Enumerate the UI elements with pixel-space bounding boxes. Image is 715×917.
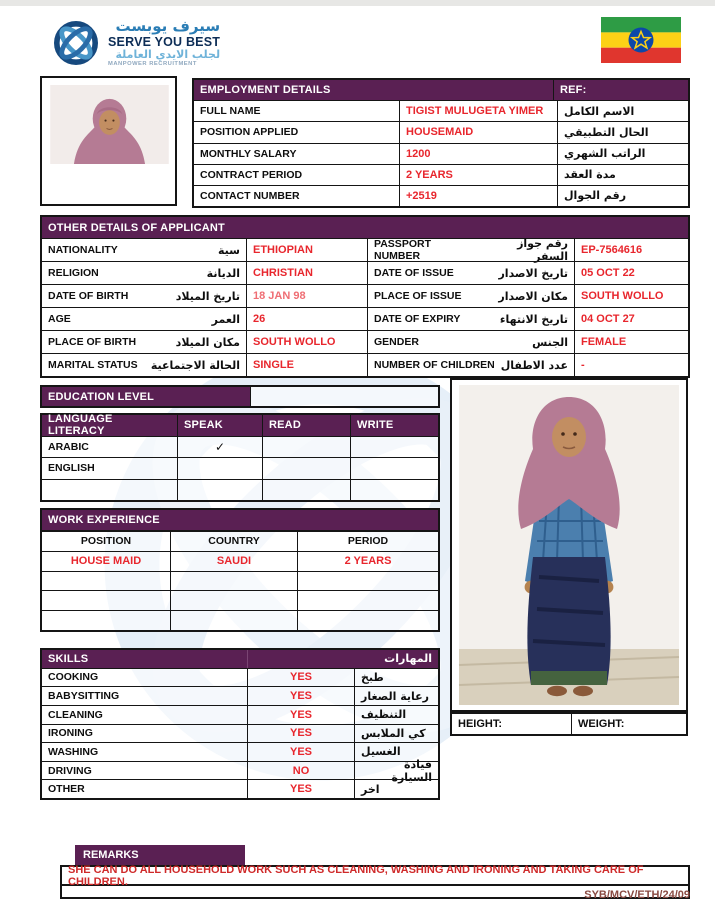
table-row — [42, 479, 438, 501]
children-value: - — [574, 354, 688, 376]
nationality-value: ETHIOPIAN — [246, 239, 367, 261]
position-applied-label: POSITION APPLIED — [200, 126, 299, 139]
age-value: 26 — [246, 308, 367, 330]
date-of-birth-value: 18 JAN 98 — [246, 285, 367, 307]
full-name-value: TIGIST MULUGETA YIMER — [399, 101, 557, 121]
table-row — [42, 590, 438, 610]
ref-label: REF: — [553, 80, 688, 100]
table-row — [42, 307, 688, 330]
monthly-salary-label: MONTHLY SALARY — [200, 147, 297, 160]
table-row — [42, 724, 438, 743]
monthly-salary-arabic: الراتب الشهري — [557, 144, 688, 164]
other-skill-label: OTHER — [48, 783, 85, 796]
contact-number-value: +2519 — [399, 186, 557, 206]
babysitting-value: YES — [247, 687, 354, 705]
place-of-birth-label: PLACE OF BIRTH — [48, 336, 137, 348]
empty-language-label — [42, 480, 177, 501]
gender-value: FEMALE — [574, 331, 688, 353]
table-row — [42, 238, 688, 261]
applicant-fullbody-image — [458, 385, 680, 705]
other-details-header: OTHER DETAILS OF APPLICANT — [42, 217, 688, 238]
english-speak-cell — [177, 458, 262, 479]
write-header: WRITE — [350, 415, 438, 436]
work-row-empty-cell — [297, 572, 438, 591]
education-level-header: EDUCATION LEVEL — [42, 387, 250, 406]
place-of-birth-arabic: مكان الميلاد — [175, 335, 240, 349]
arabic-speak-check: ✓ — [177, 437, 262, 458]
height-label: HEIGHT: — [458, 718, 502, 730]
marital-status-arabic: الحالة الاجتماعية — [150, 358, 240, 372]
contract-period-value: 2 YEARS — [399, 165, 557, 185]
washing-value: YES — [247, 743, 354, 761]
driving-label: DRIVING — [48, 764, 92, 777]
date-of-issue-arabic: تاريخ الاصدار — [498, 266, 568, 280]
table-row — [194, 164, 688, 185]
date-of-birth-arabic: تاريخ الميلاد — [175, 289, 240, 303]
work-row-empty-cell — [170, 572, 297, 591]
work-period-value: 2 YEARS — [297, 552, 438, 571]
weight-label: WEIGHT: — [571, 714, 686, 734]
table-row — [42, 668, 438, 687]
table-row — [42, 261, 688, 284]
other-skill-value: YES — [247, 780, 354, 798]
table-row — [42, 686, 438, 705]
cleaning-label: CLEANING — [48, 708, 103, 721]
passport-number-value: EP-7564616 — [574, 239, 688, 261]
age-arabic: العمر — [211, 312, 240, 326]
place-of-issue-arabic: مكان الاصدار — [498, 289, 568, 303]
logo-arabic-name: سيرف يوبست — [115, 17, 221, 35]
contact-number-arabic: رقم الجوال — [557, 186, 688, 206]
cooking-arabic: طبخ — [354, 669, 438, 687]
skills-table — [40, 648, 440, 800]
cleaning-value: YES — [247, 706, 354, 724]
date-of-issue-label: DATE OF ISSUE — [374, 267, 454, 279]
table-row — [42, 436, 438, 458]
babysitting-label: BABYSITTING — [48, 690, 120, 703]
work-experience-table — [40, 530, 440, 632]
full-name-arabic: الاسم الكامل — [557, 101, 688, 121]
logo-english-tagline: MANPOWER RECRUITMENT — [108, 61, 197, 68]
table-row — [42, 457, 438, 479]
logo-english-name: SERVE YOU BEST — [108, 34, 221, 49]
driving-arabic: قيادة السيارة — [354, 762, 438, 780]
full-name-label: FULL NAME — [200, 105, 261, 118]
period-header: PERIOD — [297, 532, 438, 551]
remarks-header: REMARKS — [75, 845, 245, 865]
company-logo — [52, 18, 220, 68]
washing-label: WASHING — [48, 745, 99, 758]
employment-details-table — [192, 78, 690, 208]
skills-header: SKILLS — [42, 650, 247, 668]
cooking-value: YES — [247, 669, 354, 687]
date-of-expiry-value: 04 OCT 27 — [574, 308, 688, 330]
position-header: POSITION — [80, 535, 132, 548]
passport-photo — [40, 76, 177, 206]
religion-value: CHRISTIAN — [246, 262, 367, 284]
nationality-arabic: سية — [218, 243, 240, 257]
passport-number-label: PASSPORT NUMBER — [374, 238, 431, 262]
ironing-value: YES — [247, 725, 354, 743]
nationality-label: NATIONALITY — [48, 244, 118, 256]
place-of-issue-label: PLACE OF ISSUE — [374, 290, 462, 302]
education-level-value — [250, 387, 438, 406]
religion-label: RELIGION — [48, 267, 99, 279]
ethiopia-flag — [601, 17, 681, 63]
language-literacy-header: LANGUAGE LITERACY — [42, 415, 177, 436]
date-of-expiry-arabic: تاريخ الانتهاء — [499, 312, 568, 326]
work-row-empty-cell — [297, 591, 438, 610]
position-applied-value: HOUSEMAID — [399, 122, 557, 142]
ironing-label: IRONING — [48, 727, 93, 740]
contact-number-label: CONTACT NUMBER — [200, 189, 300, 202]
arabic-write-cell — [350, 437, 438, 458]
marital-status-value: SINGLE — [246, 354, 367, 376]
other-details-table — [40, 215, 690, 378]
children-label: NUMBER OF CHILDREN — [374, 359, 495, 371]
arabic-language-label: ARABIC — [48, 440, 89, 453]
table-row — [42, 532, 438, 551]
applicant-headshot-image — [50, 85, 169, 164]
work-experience-header: WORK EXPERIENCE — [40, 508, 440, 530]
place-of-birth-value: SOUTH WOLLO — [246, 331, 367, 353]
cleaning-arabic: التنظيف — [354, 706, 438, 724]
marital-status-label: MARITAL STATUS — [48, 359, 138, 371]
table-row — [42, 705, 438, 724]
washing-arabic: الغسيل — [354, 743, 438, 761]
skills-header-arabic: المهارات — [247, 650, 438, 668]
table-row — [42, 779, 438, 798]
read-header: READ — [262, 415, 350, 436]
work-row-empty-cell — [42, 572, 170, 591]
table-row — [42, 284, 688, 307]
logo-knot-icon — [52, 19, 100, 67]
speak-header: SPEAK — [177, 415, 262, 436]
gender-arabic: الجنس — [532, 335, 568, 349]
other-skill-arabic: اخر — [354, 780, 438, 798]
empty-speak-cell — [177, 480, 262, 501]
table-row — [42, 353, 688, 376]
gender-label: GENDER — [374, 336, 419, 348]
table-row — [42, 330, 688, 353]
work-country-value: SAUDI — [170, 552, 297, 571]
religion-arabic: الديانة — [206, 266, 240, 280]
monthly-salary-value: 1200 — [399, 144, 557, 164]
empty-read-cell — [262, 480, 350, 501]
arabic-read-cell — [262, 437, 350, 458]
contract-period-arabic: مدة العقد — [557, 165, 688, 185]
table-row — [42, 571, 438, 591]
country-header: COUNTRY — [170, 532, 297, 551]
children-arabic: عدد الاطفال — [500, 358, 568, 372]
english-write-cell — [350, 458, 438, 479]
position-applied-arabic: الحال التطبيقي — [557, 122, 688, 142]
table-row — [42, 551, 438, 571]
remarks-text: SHE CAN DO ALL HOUSEHOLD WORK SUCH AS CLEANING, WASHING AND IRONING AND TAKING CARE OF CHILDREN. — [60, 865, 690, 886]
employment-details-header: EMPLOYMENT DETAILS — [194, 80, 553, 100]
logo-arabic-tagline: لجلب الايدي العاملة — [115, 47, 221, 61]
ironing-arabic: كي الملابس — [354, 725, 438, 743]
babysitting-arabic: رعاية الصغار — [354, 687, 438, 705]
height-weight-row — [450, 712, 688, 736]
scan-edge — [0, 0, 715, 6]
passport-number-arabic: رقم جواز السفر — [517, 237, 568, 263]
language-literacy-table — [40, 413, 440, 502]
cooking-label: COOKING — [48, 671, 99, 684]
contract-period-label: CONTRACT PERIOD — [200, 168, 303, 181]
empty-write-cell — [350, 480, 438, 501]
table-row — [194, 143, 688, 164]
work-row-empty-cell — [170, 591, 297, 610]
place-of-issue-value: SOUTH WOLLO — [574, 285, 688, 307]
table-row — [194, 100, 688, 121]
work-row-empty-cell — [42, 611, 170, 630]
date-of-birth-label: DATE OF BIRTH — [48, 290, 129, 302]
driving-value: NO — [247, 762, 354, 780]
work-row-empty-cell — [170, 611, 297, 630]
table-row — [194, 121, 688, 142]
date-of-expiry-label: DATE OF EXPIRY — [374, 313, 461, 325]
education-level-bar — [40, 385, 440, 408]
english-language-label: ENGLISH — [48, 462, 95, 475]
age-label: AGE — [48, 313, 71, 325]
document-reference-code: SYB/MCV/ETH/24/09 — [584, 889, 690, 901]
english-read-cell — [262, 458, 350, 479]
work-position-value: HOUSE MAID — [70, 555, 142, 568]
date-of-issue-value: 05 OCT 22 — [574, 262, 688, 284]
table-row — [42, 610, 438, 630]
full-body-photo — [450, 378, 688, 712]
work-row-empty-cell — [42, 591, 170, 610]
table-row — [194, 185, 688, 206]
table-row — [42, 757, 438, 784]
work-row-empty-cell — [297, 611, 438, 630]
